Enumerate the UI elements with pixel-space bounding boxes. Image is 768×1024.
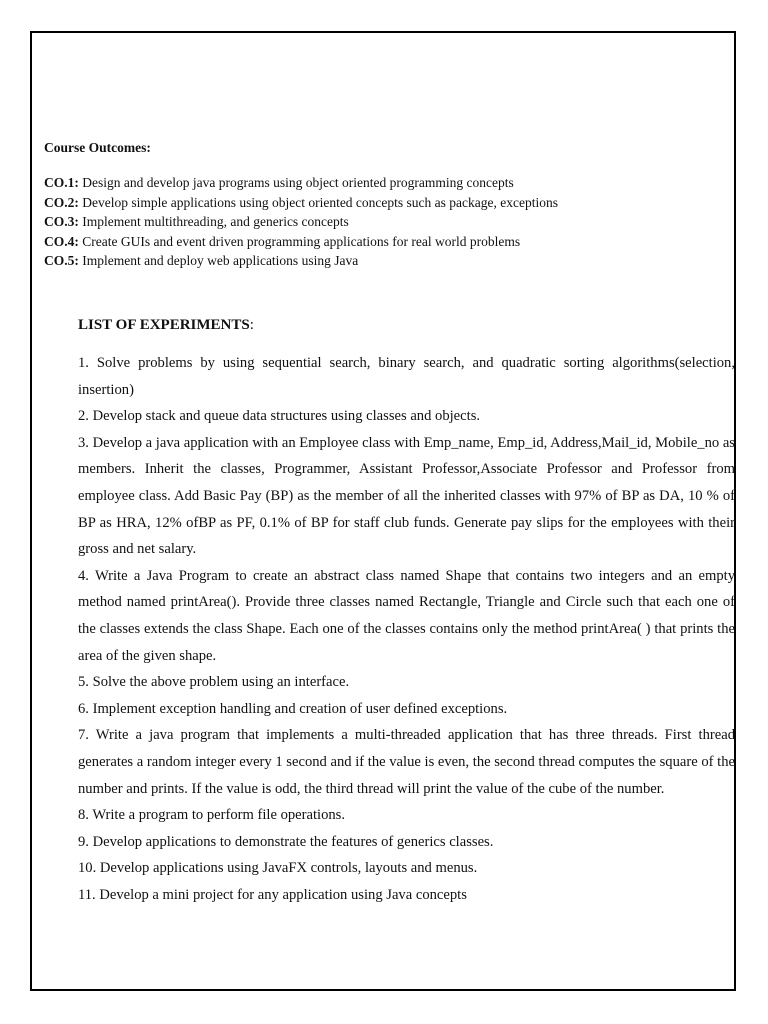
experiment-item-10: 10. Develop applications using JavaFX controls, layouts and menus.	[78, 860, 478, 877]
experiment-item-1: 1. Solve problems by using sequential search, binary search, and quadratic sorting algorithms(selection, insertion)	[78, 355, 735, 398]
experiment-item-11: 11. Develop a mini project for any application using Java concepts	[78, 886, 467, 903]
course-outcome-item	[44, 173, 558, 193]
course-outcome-text: Develop simple applications using object oriented concepts such as package, exceptions	[78, 194, 558, 210]
course-outcome-text: Implement multithreading, and generics concepts	[78, 214, 349, 229]
course-outcome-code: CO.5:	[44, 253, 79, 268]
course-outcome-code: CO.2:	[44, 194, 79, 210]
course-outcomes-heading: Course Outcomes:	[44, 140, 151, 155]
experiment-item-9: 9. Develop applications to demonstrate the features of generics classes.	[78, 833, 494, 850]
experiments-heading-colon: :	[249, 317, 254, 333]
experiment-item-4: 4. Write a Java Program to create an abstract class named Shape that contains two integers and an empty method named printArea(). Provide three classes named Rectangle, Triangle and Circle such that each one of the classes extends the class Shape. Each one of the classes contains only the method printArea( ) that prints the area of the given shape.	[78, 567, 735, 664]
experiment-item-5: 5. Solve the above problem using an interface.	[78, 674, 350, 691]
experiment-item-6: 6. Implement exception handling and creation of user defined exceptions.	[78, 700, 508, 717]
course-outcome-text: Design and develop java programs using object oriented programming concepts	[78, 175, 514, 190]
experiment-item-8: 8. Write a program to perform file operations.	[78, 807, 346, 824]
course-outcomes-list	[44, 173, 558, 271]
course-outcome-code: CO.4:	[44, 233, 79, 249]
experiment-item-7: 7. Write a java program that implements a multi-threaded application that has three threads. First thread generates a random integer every 1 second and if the value is even, the second thread computes the square of the number and prints. If the value is odd, the third thread will print the value of the cube of the number.	[78, 727, 735, 797]
course-outcome-text: Implement and deploy web applications using Java	[78, 253, 359, 268]
course-outcome-item	[44, 251, 558, 271]
experiment-item-3: 3. Develop a java application with an Employee class with Emp_name, Emp_id, Address,Mail_id, Mobile_no as members. Inherit the classes, Programmer, Assistant Professor,Associate Professor and Professor from employee class. Add Basic Pay (BP) as the member of all the inherited classes with 97% of BP as DA, 10 % of BP as HRA, 12% ofBP as PF, 0.1% of BP for staff club funds. Generate pay slips for the employees with their gross and net salary.	[78, 434, 735, 558]
course-outcome-code: CO.3:	[44, 214, 79, 229]
experiment-item-2: 2. Develop stack and queue data structures using classes and objects.	[78, 408, 481, 425]
course-outcome-item	[44, 193, 558, 213]
course-outcome-item	[44, 212, 558, 232]
experiments-list	[78, 350, 735, 908]
experiments-heading	[78, 317, 254, 334]
course-outcome-text: Create GUIs and event driven programming applications for real world problems	[78, 233, 521, 249]
experiments-heading-text: LIST OF EXPERIMENTS	[78, 317, 250, 333]
course-outcome-item	[44, 232, 558, 252]
course-outcome-code: CO.1:	[44, 175, 79, 190]
